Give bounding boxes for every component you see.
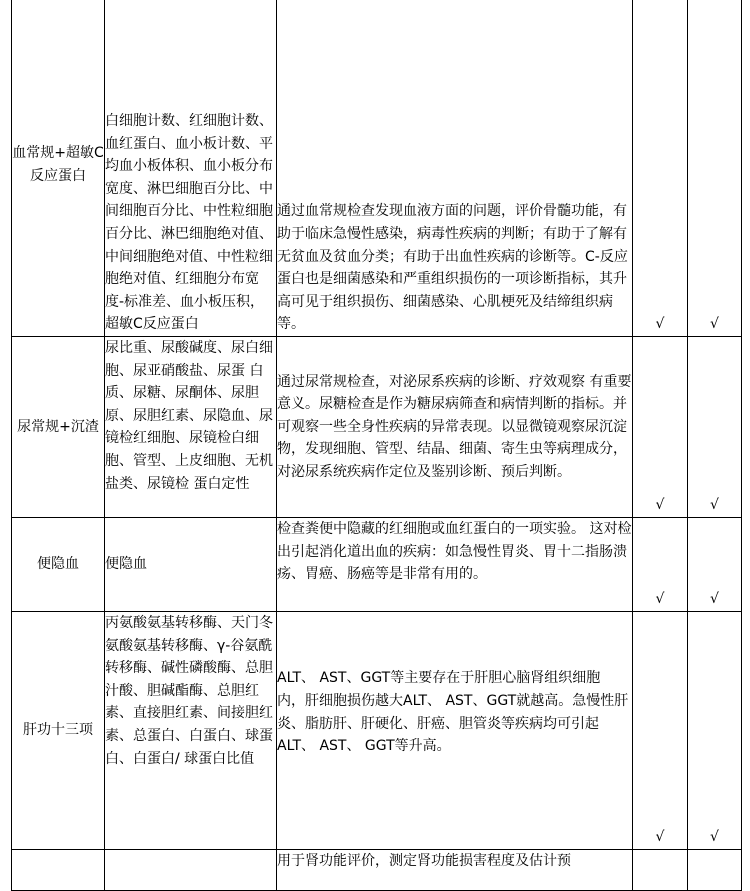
exam-items-cell [105, 850, 277, 891]
check-mark: √ [633, 337, 688, 518]
exam-items-table [11, 0, 742, 891]
check-mark: √ [688, 337, 742, 518]
check-mark: √ [633, 518, 688, 612]
exam-name-cell: 肝功十三项 [12, 612, 105, 850]
exam-description-cell: 用于肾功能评价，测定肾功能损害程度及估计预 [277, 850, 633, 891]
check-mark: √ [633, 0, 688, 337]
exam-description-cell: 通过尿常规检查，对泌尿系疾病的诊断、疗效观察 有重要意义。尿糖检查是作为糖尿病筛查和病情判断的指标。并可观察一些全身性疾病的异常表现。以显微镜观察尿沉淀 物，发现细胞、管型、结晶、细菌、寄生虫等病理成分，对泌尿系统疾病作定位及鉴别诊断、预后判断。 [277, 337, 633, 518]
table-row [12, 0, 742, 337]
exam-items-cell: 尿比重、尿酸碱度、尿白细胞、尿亚硝酸盐、尿蛋 白质、尿糖、尿酮体、尿胆原、尿胆红素、尿隐血、尿镜检红细胞、尿镜检白细胞、管型、上皮细胞、无机盐类、尿镜检 蛋白定性 [105, 337, 277, 518]
exam-items-cell: 便隐血 [105, 518, 277, 612]
check-mark: √ [688, 0, 742, 337]
check-mark: √ [688, 518, 742, 612]
exam-name-cell: 血常规+超敏C反应蛋白 [12, 0, 105, 337]
exam-description-cell: 检查粪便中隐藏的红细胞或血红蛋白的一项实验。 这对检出引起消化道出血的疾病：如急慢性胃炎、胃十二指肠溃疡、胃癌、肠癌等是非常有用的。 [277, 518, 633, 612]
exam-name-cell [12, 850, 105, 891]
table-row [12, 612, 742, 850]
check-mark: √ [688, 612, 742, 850]
exam-items-cell: 白细胞计数、红细胞计数、血红蛋白、血小板计数、平均血小板体积、血小板分布宽度、淋巴细胞百分比、中间细胞百分比、中性粒细胞百分比、淋巴细胞绝对值、中间细胞绝对值、中性粒细胞绝对值、红细胞分布宽度-标准差、血小板压积，超敏C反应蛋白 [105, 0, 277, 337]
check-mark: √ [633, 612, 688, 850]
exam-description-cell: ALT、 AST、GGT等主要存在于肝胆心脑肾组织细胞 内，肝细胞损伤越大ALT、 AST、GGT就越高。急慢性肝炎、脂肪肝、肝硬化、肝癌、胆管炎等疾病均可引起ALT、 AST、 GGT等升高。 [277, 612, 633, 850]
exam-name-cell: 便隐血 [12, 518, 105, 612]
table-row [12, 518, 742, 612]
exam-name-cell: 尿常规+沉渣 [12, 337, 105, 518]
table-row [12, 850, 742, 891]
exam-items-cell: 丙氨酸氨基转移酶、天门冬氨酸氨基转移酶、γ-谷氨酰 转移酶、碱性磷酸酶、总胆汁酸、胆碱酯酶、总胆红素、直接胆红素、间接胆红素、总蛋白、白蛋白、球蛋白、白蛋白/ 球蛋白比值 [105, 612, 277, 850]
exam-description-cell: 通过血常规检查发现血液方面的问题，评价骨髓功能，有助于临床急慢性感染，病毒性疾病的判断；有助于了解有无贫血及贫血分类；有助于出血性疾病的诊断等。C-反应蛋白也是细菌感染和严重组织损伤的一项诊断指标，其升高可见于组织损伤、细菌感染、心肌梗死及结缔组织病等。 [277, 0, 633, 337]
check-mark [633, 850, 688, 891]
table-row [12, 337, 742, 518]
check-mark [688, 850, 742, 891]
